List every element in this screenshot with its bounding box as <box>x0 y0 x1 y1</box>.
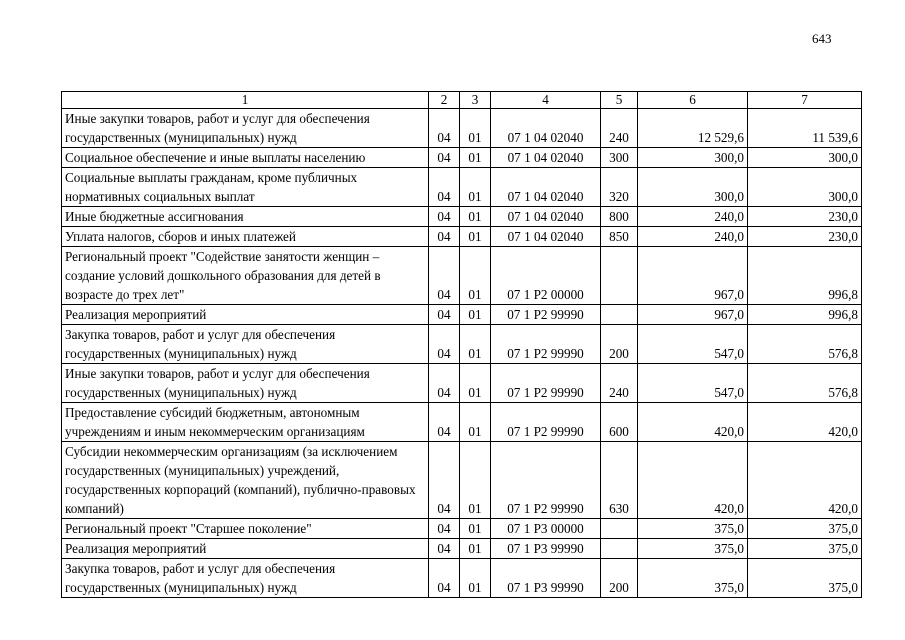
table-row <box>62 247 862 305</box>
amount-year1-cell: 300,0 <box>638 168 748 207</box>
target-article-cell: 07 1 04 02040 <box>491 207 601 227</box>
column-header: 4 <box>491 92 601 109</box>
amount-year2-cell: 420,0 <box>748 403 862 442</box>
expense-type-cell: 320 <box>601 168 638 207</box>
row-name-cell: Социальные выплаты гражданам, кроме публичных нормативных социальных выплат <box>62 168 429 207</box>
amount-year2-cell: 300,0 <box>748 168 862 207</box>
table-body <box>62 109 862 598</box>
subsection-cell: 01 <box>460 559 491 598</box>
amount-year2-cell: 375,0 <box>748 539 862 559</box>
amount-year2-cell: 11 539,6 <box>748 109 862 148</box>
table-row <box>62 539 862 559</box>
expense-type-cell: 630 <box>601 442 638 519</box>
table-row <box>62 364 862 403</box>
table-row <box>62 207 862 227</box>
amount-year1-cell: 547,0 <box>638 364 748 403</box>
section-cell: 04 <box>429 148 460 168</box>
section-cell: 04 <box>429 247 460 305</box>
expense-type-cell: 200 <box>601 325 638 364</box>
section-cell: 04 <box>429 539 460 559</box>
section-cell: 04 <box>429 207 460 227</box>
expense-type-cell: 240 <box>601 364 638 403</box>
section-cell: 04 <box>429 109 460 148</box>
subsection-cell: 01 <box>460 247 491 305</box>
target-article-cell: 07 1 04 02040 <box>491 148 601 168</box>
row-name-cell: Реализация мероприятий <box>62 305 429 325</box>
amount-year2-cell: 576,8 <box>748 325 862 364</box>
amount-year2-cell: 230,0 <box>748 227 862 247</box>
target-article-cell: 07 1 P3 99990 <box>491 539 601 559</box>
row-name-cell: Закупка товаров, работ и услуг для обеспечения государственных (муниципальных) нужд <box>62 325 429 364</box>
target-article-cell: 07 1 04 02040 <box>491 168 601 207</box>
subsection-cell: 01 <box>460 168 491 207</box>
amount-year2-cell: 375,0 <box>748 519 862 539</box>
subsection-cell: 01 <box>460 519 491 539</box>
subsection-cell: 01 <box>460 109 491 148</box>
section-cell: 04 <box>429 559 460 598</box>
table-header-row <box>62 92 862 109</box>
subsection-cell: 01 <box>460 442 491 519</box>
target-article-cell: 07 1 P2 99990 <box>491 403 601 442</box>
budget-table <box>61 91 862 598</box>
column-header: 7 <box>748 92 862 109</box>
expense-type-cell: 800 <box>601 207 638 227</box>
row-name-cell: Региональный проект "Содействие занятости женщин – создание условий дошкольного образования для детей в возрасте до трех лет" <box>62 247 429 305</box>
table-row <box>62 559 862 598</box>
expense-type-cell: 300 <box>601 148 638 168</box>
subsection-cell: 01 <box>460 305 491 325</box>
column-header: 3 <box>460 92 491 109</box>
row-name-cell: Социальное обеспечение и иные выплаты населению <box>62 148 429 168</box>
table-row <box>62 519 862 539</box>
target-article-cell: 07 1 P3 00000 <box>491 519 601 539</box>
row-name-cell: Иные закупки товаров, работ и услуг для обеспечения государственных (муниципальных) нужд <box>62 364 429 403</box>
amount-year2-cell: 420,0 <box>748 442 862 519</box>
section-cell: 04 <box>429 403 460 442</box>
amount-year1-cell: 967,0 <box>638 305 748 325</box>
amount-year1-cell: 375,0 <box>638 519 748 539</box>
target-article-cell: 07 1 P2 99990 <box>491 442 601 519</box>
amount-year1-cell: 420,0 <box>638 403 748 442</box>
row-name-cell: Закупка товаров, работ и услуг для обеспечения государственных (муниципальных) нужд <box>62 559 429 598</box>
row-name-cell: Уплата налогов, сборов и иных платежей <box>62 227 429 247</box>
subsection-cell: 01 <box>460 539 491 559</box>
target-article-cell: 07 1 P2 99990 <box>491 305 601 325</box>
amount-year2-cell: 375,0 <box>748 559 862 598</box>
section-cell: 04 <box>429 364 460 403</box>
amount-year2-cell: 996,8 <box>748 247 862 305</box>
amount-year2-cell: 576,8 <box>748 364 862 403</box>
amount-year2-cell: 230,0 <box>748 207 862 227</box>
target-article-cell: 07 1 P2 99990 <box>491 364 601 403</box>
amount-year1-cell: 375,0 <box>638 559 748 598</box>
column-header: 2 <box>429 92 460 109</box>
target-article-cell: 07 1 04 02040 <box>491 227 601 247</box>
expense-type-cell: 200 <box>601 559 638 598</box>
subsection-cell: 01 <box>460 207 491 227</box>
expense-type-cell: 240 <box>601 109 638 148</box>
expense-type-cell <box>601 247 638 305</box>
table-row <box>62 325 862 364</box>
row-name-cell: Предоставление субсидий бюджетным, автономным учреждениям и иным некоммерческим организациям <box>62 403 429 442</box>
column-header: 1 <box>62 92 429 109</box>
subsection-cell: 01 <box>460 403 491 442</box>
amount-year2-cell: 996,8 <box>748 305 862 325</box>
amount-year1-cell: 240,0 <box>638 207 748 227</box>
section-cell: 04 <box>429 442 460 519</box>
subsection-cell: 01 <box>460 148 491 168</box>
target-article-cell: 07 1 P2 00000 <box>491 247 601 305</box>
subsection-cell: 01 <box>460 364 491 403</box>
amount-year2-cell: 300,0 <box>748 148 862 168</box>
table-row <box>62 168 862 207</box>
expense-type-cell: 850 <box>601 227 638 247</box>
subsection-cell: 01 <box>460 325 491 364</box>
row-name-cell: Реализация мероприятий <box>62 539 429 559</box>
amount-year1-cell: 12 529,6 <box>638 109 748 148</box>
table-row <box>62 305 862 325</box>
expense-type-cell <box>601 305 638 325</box>
row-name-cell: Иные закупки товаров, работ и услуг для обеспечения государственных (муниципальных) нужд <box>62 109 429 148</box>
section-cell: 04 <box>429 227 460 247</box>
table-row <box>62 148 862 168</box>
amount-year1-cell: 300,0 <box>638 148 748 168</box>
amount-year1-cell: 967,0 <box>638 247 748 305</box>
amount-year1-cell: 547,0 <box>638 325 748 364</box>
target-article-cell: 07 1 P2 99990 <box>491 325 601 364</box>
target-article-cell: 07 1 04 02040 <box>491 109 601 148</box>
column-header: 6 <box>638 92 748 109</box>
subsection-cell: 01 <box>460 227 491 247</box>
section-cell: 04 <box>429 168 460 207</box>
row-name-cell: Иные бюджетные ассигнования <box>62 207 429 227</box>
row-name-cell: Субсидии некоммерческим организациям (за исключением государственных (муниципальных) учреждений, государственных корпораций (компаний), публично-правовых компаний) <box>62 442 429 519</box>
table-row <box>62 403 862 442</box>
table-row <box>62 442 862 519</box>
page-number: 643 <box>812 31 832 46</box>
amount-year1-cell: 420,0 <box>638 442 748 519</box>
section-cell: 04 <box>429 305 460 325</box>
column-header: 5 <box>601 92 638 109</box>
section-cell: 04 <box>429 325 460 364</box>
amount-year1-cell: 375,0 <box>638 539 748 559</box>
target-article-cell: 07 1 P3 99990 <box>491 559 601 598</box>
expense-type-cell <box>601 519 638 539</box>
table-row <box>62 227 862 247</box>
table-row <box>62 109 862 148</box>
amount-year1-cell: 240,0 <box>638 227 748 247</box>
expense-type-cell: 600 <box>601 403 638 442</box>
section-cell: 04 <box>429 519 460 539</box>
expense-type-cell <box>601 539 638 559</box>
row-name-cell: Региональный проект "Старшее поколение" <box>62 519 429 539</box>
